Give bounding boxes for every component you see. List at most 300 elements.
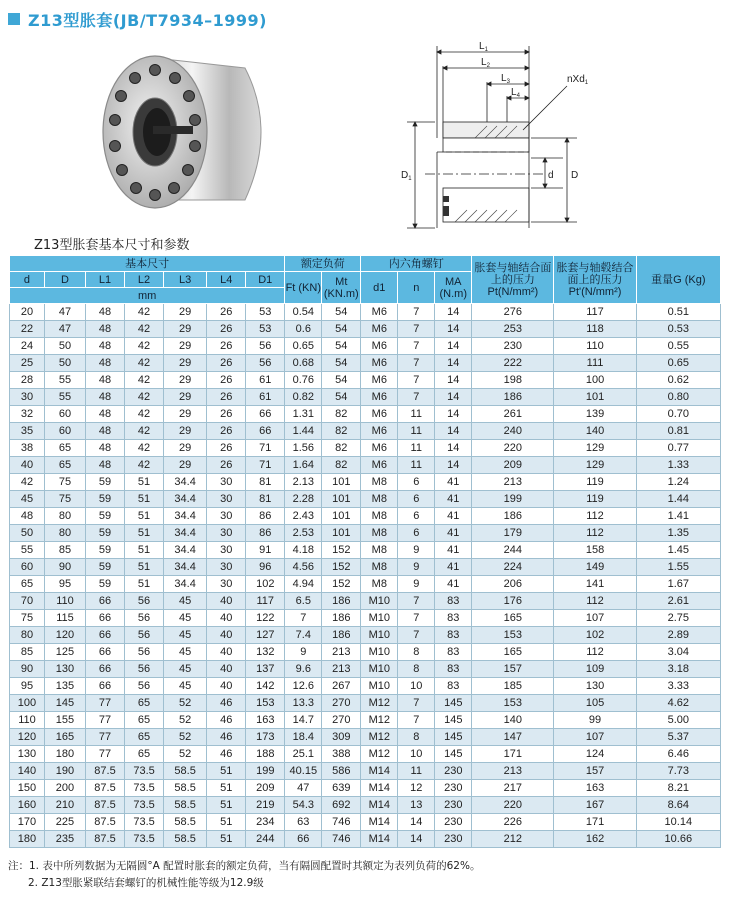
table-cell: 209: [472, 457, 554, 474]
table-cell: 12: [398, 780, 435, 797]
table-cell: M10: [361, 610, 398, 627]
table-cell: 230: [435, 814, 472, 831]
table-cell: 80: [44, 508, 85, 525]
table-cell: 48: [10, 508, 45, 525]
table-cell: 73.5: [125, 780, 164, 797]
table-cell: 77: [86, 712, 125, 729]
table-cell: 30: [207, 508, 246, 525]
table-cell: 165: [44, 729, 85, 746]
table-cell: 163: [246, 712, 285, 729]
table-cell: M8: [361, 576, 398, 593]
table-cell: 14: [435, 338, 472, 355]
table-cell: 65: [10, 576, 45, 593]
table-cell: 4.94: [285, 576, 322, 593]
table-cell: 53: [246, 304, 285, 321]
table-cell: 51: [125, 508, 164, 525]
section-drawing: [395, 38, 625, 238]
table-cell: 110: [554, 338, 636, 355]
table-cell: 145: [435, 729, 472, 746]
table-cell: 1.64: [285, 457, 322, 474]
table-cell: 1.45: [636, 542, 720, 559]
table-cell: 6: [398, 491, 435, 508]
table-cell: 155: [44, 712, 85, 729]
table-cell: 40.15: [285, 763, 322, 780]
table-cell: M14: [361, 814, 398, 831]
table-cell: 10: [398, 678, 435, 695]
table-cell: 127: [246, 627, 285, 644]
table-cell: 160: [10, 797, 45, 814]
table-cell: 225: [44, 814, 85, 831]
table-cell: 7: [398, 712, 435, 729]
table-cell: 7: [398, 695, 435, 712]
table-cell: 199: [246, 763, 285, 780]
table-cell: 150: [10, 780, 45, 797]
table-cell: 1.33: [636, 457, 720, 474]
table-cell: 55: [44, 389, 85, 406]
table-cell: 30: [207, 525, 246, 542]
table-cell: 102: [554, 627, 636, 644]
table-cell: 34.4: [164, 525, 207, 542]
table-cell: 42: [125, 406, 164, 423]
table-cell: 71: [246, 440, 285, 457]
table-cell: 87.5: [86, 814, 125, 831]
table-cell: 4.56: [285, 559, 322, 576]
table-cell: 30: [207, 559, 246, 576]
table-cell: 51: [125, 559, 164, 576]
table-cell: 82: [322, 406, 361, 423]
table-cell: 45: [164, 678, 207, 695]
table-cell: 52: [164, 729, 207, 746]
table-cell: 152: [322, 559, 361, 576]
table-cell: 230: [435, 763, 472, 780]
table-cell: 14: [435, 440, 472, 457]
table-cell: 55: [10, 542, 45, 559]
table-cell: 52: [164, 695, 207, 712]
table-cell: 5.37: [636, 729, 720, 746]
table-cell: M6: [361, 355, 398, 372]
table-cell: 91: [246, 542, 285, 559]
table-cell: 0.70: [636, 406, 720, 423]
table-cell: 130: [44, 661, 85, 678]
table-row: [10, 491, 721, 508]
table-cell: 0.76: [285, 372, 322, 389]
table-cell: 42: [125, 304, 164, 321]
table-cell: 83: [435, 610, 472, 627]
table-cell: 222: [472, 355, 554, 372]
table-cell: 1.44: [636, 491, 720, 508]
table-cell: 83: [435, 678, 472, 695]
table-row: [10, 576, 721, 593]
table-cell: 7: [398, 321, 435, 338]
table-cell: M8: [361, 525, 398, 542]
table-cell: 60: [10, 559, 45, 576]
table-cell: 34.4: [164, 559, 207, 576]
header-d1: d1: [361, 272, 398, 304]
table-cell: 30: [207, 474, 246, 491]
table-cell: 244: [472, 542, 554, 559]
table-row: [10, 355, 721, 372]
table-cell: 145: [44, 695, 85, 712]
table-cell: 0.55: [636, 338, 720, 355]
table-cell: 34.4: [164, 508, 207, 525]
table-cell: 42: [125, 389, 164, 406]
table-row: [10, 610, 721, 627]
table-cell: 42: [125, 355, 164, 372]
table-cell: 7: [285, 610, 322, 627]
table-cell: 66: [86, 593, 125, 610]
table-cell: 1.44: [285, 423, 322, 440]
table-cell: 70: [10, 593, 45, 610]
table-cell: 77: [86, 746, 125, 763]
table-cell: 66: [86, 610, 125, 627]
table-cell: M14: [361, 831, 398, 848]
table-cell: 85: [44, 542, 85, 559]
table-cell: 51: [125, 576, 164, 593]
table-cell: 26: [207, 406, 246, 423]
table-cell: 56: [125, 610, 164, 627]
table-cell: 54: [322, 389, 361, 406]
table-cell: 90: [10, 661, 45, 678]
table-cell: 253: [472, 321, 554, 338]
table-cell: 4.18: [285, 542, 322, 559]
table-cell: 38: [10, 440, 45, 457]
table-cell: 117: [246, 593, 285, 610]
table-cell: 234: [246, 814, 285, 831]
table-cell: 6.46: [636, 746, 720, 763]
table-cell: 58.5: [164, 763, 207, 780]
table-cell: 52: [164, 712, 207, 729]
table-cell: 58.5: [164, 797, 207, 814]
table-cell: 157: [554, 763, 636, 780]
table-cell: 230: [435, 780, 472, 797]
table-cell: 7: [398, 389, 435, 406]
table-cell: 26: [207, 372, 246, 389]
table-cell: 26: [207, 440, 246, 457]
table-cell: 34.4: [164, 542, 207, 559]
header-L1: L1: [86, 272, 125, 288]
table-cell: 75: [44, 474, 85, 491]
table-cell: 102: [246, 576, 285, 593]
table-cell: 198: [472, 372, 554, 389]
table-cell: 48: [86, 423, 125, 440]
table-cell: 95: [44, 576, 85, 593]
table-cell: 101: [322, 474, 361, 491]
table-cell: 51: [125, 491, 164, 508]
header-shaft-pressure: 胀套与轴结合面上的压力Pt(N/mm²): [472, 256, 554, 304]
table-cell: 59: [86, 576, 125, 593]
table-cell: 210: [44, 797, 85, 814]
table-cell: 162: [554, 831, 636, 848]
table-cell: 226: [472, 814, 554, 831]
table-cell: 171: [554, 814, 636, 831]
table-cell: 28: [10, 372, 45, 389]
label-L4: $L_4$: [511, 87, 520, 99]
table-cell: 60: [44, 423, 85, 440]
table-row: [10, 797, 721, 814]
header-L4: L4: [207, 272, 246, 288]
table-cell: 276: [472, 304, 554, 321]
table-cell: 73.5: [125, 831, 164, 848]
table-cell: 173: [246, 729, 285, 746]
table-cell: 14: [398, 814, 435, 831]
header-unit-mm: mm: [10, 288, 285, 304]
table-cell: 40: [207, 661, 246, 678]
table-cell: M8: [361, 559, 398, 576]
table-cell: 10.66: [636, 831, 720, 848]
table-cell: 48: [86, 457, 125, 474]
table-cell: 59: [86, 542, 125, 559]
table-cell: 112: [554, 525, 636, 542]
table-cell: M6: [361, 406, 398, 423]
table-cell: 45: [10, 491, 45, 508]
table-cell: 66: [246, 406, 285, 423]
table-cell: M12: [361, 746, 398, 763]
table-cell: 217: [472, 780, 554, 797]
table-cell: 26: [207, 423, 246, 440]
table-cell: 4.62: [636, 695, 720, 712]
table-cell: 81: [246, 491, 285, 508]
table-cell: 2.53: [285, 525, 322, 542]
table-cell: 9: [285, 644, 322, 661]
table-cell: 7: [398, 610, 435, 627]
table-cell: 179: [472, 525, 554, 542]
table-row: [10, 440, 721, 457]
title-square-icon: [8, 13, 20, 25]
table-row: [10, 321, 721, 338]
table-cell: 87.5: [86, 780, 125, 797]
table-cell: 14: [435, 304, 472, 321]
table-cell: 66: [86, 627, 125, 644]
table-cell: 42: [10, 474, 45, 491]
table-cell: 59: [86, 491, 125, 508]
table-cell: 35: [10, 423, 45, 440]
table-cell: 1.55: [636, 559, 720, 576]
table-cell: 11: [398, 406, 435, 423]
table-cell: 112: [554, 593, 636, 610]
table-cell: 0.68: [285, 355, 322, 372]
table-cell: 54: [322, 338, 361, 355]
table-cell: 0.77: [636, 440, 720, 457]
table-cell: 14: [435, 355, 472, 372]
table-cell: 9: [398, 542, 435, 559]
table-row: [10, 712, 721, 729]
note-2: 2. Z13型胀紧联结套螺钉的机械性能等级为12.9级: [28, 877, 264, 889]
table-cell: 7: [398, 593, 435, 610]
table-cell: 2.89: [636, 627, 720, 644]
table-cell: 54: [322, 355, 361, 372]
table-cell: 188: [246, 746, 285, 763]
table-cell: 14: [435, 457, 472, 474]
table-cell: 190: [44, 763, 85, 780]
table-row: [10, 644, 721, 661]
table-cell: 46: [207, 729, 246, 746]
table-cell: 147: [472, 729, 554, 746]
header-D1: D1: [246, 272, 285, 288]
table-cell: 3.33: [636, 678, 720, 695]
table-cell: 87.5: [86, 797, 125, 814]
table-cell: 186: [322, 593, 361, 610]
table-cell: 240: [472, 423, 554, 440]
table-cell: 117: [554, 304, 636, 321]
table-cell: 48: [86, 304, 125, 321]
table-cell: M10: [361, 661, 398, 678]
table-cell: 65: [125, 712, 164, 729]
table-row: [10, 338, 721, 355]
table-cell: 41: [435, 576, 472, 593]
table-cell: 47: [285, 780, 322, 797]
table-cell: 7: [398, 338, 435, 355]
table-cell: 53: [246, 321, 285, 338]
table-cell: 186: [322, 627, 361, 644]
table-cell: 46: [207, 695, 246, 712]
table-cell: 56: [125, 627, 164, 644]
table-cell: 48: [86, 389, 125, 406]
table-cell: 115: [44, 610, 85, 627]
table-cell: 50: [44, 338, 85, 355]
label-L3: $L_3$: [501, 73, 510, 85]
table-cell: 47: [44, 304, 85, 321]
table-cell: 153: [472, 695, 554, 712]
table-cell: 101: [554, 389, 636, 406]
table-cell: 51: [125, 474, 164, 491]
table-cell: 0.81: [636, 423, 720, 440]
table-cell: 209: [246, 780, 285, 797]
group-socket-bolt: 内六角螺钉: [361, 256, 472, 272]
table-cell: 29: [164, 457, 207, 474]
table-cell: 152: [322, 576, 361, 593]
table-cell: 24: [10, 338, 45, 355]
table-cell: M12: [361, 695, 398, 712]
table-cell: 130: [10, 746, 45, 763]
table-cell: 111: [554, 355, 636, 372]
table-cell: 14: [435, 423, 472, 440]
label-L1: $L_1$: [479, 41, 488, 53]
table-cell: 66: [246, 423, 285, 440]
table-cell: 52: [164, 746, 207, 763]
table-row: [10, 304, 721, 321]
table-cell: M6: [361, 389, 398, 406]
page-title: [8, 6, 267, 32]
table-cell: 90: [44, 559, 85, 576]
table-cell: 66: [285, 831, 322, 848]
table-cell: 26: [207, 389, 246, 406]
table-cell: 83: [435, 627, 472, 644]
table-cell: M10: [361, 627, 398, 644]
table-cell: 29: [164, 338, 207, 355]
table-cell: 83: [435, 644, 472, 661]
table-cell: 30: [207, 576, 246, 593]
table-cell: M8: [361, 508, 398, 525]
table-cell: 26: [207, 304, 246, 321]
table-cell: 10: [398, 746, 435, 763]
table-cell: 212: [472, 831, 554, 848]
table-row: [10, 423, 721, 440]
spec-table-body: [10, 304, 721, 848]
table-cell: 235: [44, 831, 85, 848]
table-row: [10, 389, 721, 406]
table-cell: 75: [10, 610, 45, 627]
table-cell: 6: [398, 525, 435, 542]
table-cell: 54: [322, 321, 361, 338]
table-cell: 145: [435, 695, 472, 712]
table-cell: 22: [10, 321, 45, 338]
table-cell: 149: [554, 559, 636, 576]
table-row: [10, 542, 721, 559]
table-cell: 199: [472, 491, 554, 508]
table-cell: 2.13: [285, 474, 322, 491]
table-cell: 112: [554, 644, 636, 661]
table-cell: 145: [435, 746, 472, 763]
table-cell: 51: [125, 525, 164, 542]
label-L2: $L_2$: [481, 57, 490, 69]
table-cell: 8: [398, 729, 435, 746]
table-cell: 7.73: [636, 763, 720, 780]
table-cell: 81: [246, 474, 285, 491]
table-cell: 60: [44, 406, 85, 423]
table-cell: 11: [398, 457, 435, 474]
table-cell: 51: [207, 763, 246, 780]
table-cell: M10: [361, 644, 398, 661]
table-cell: 140: [10, 763, 45, 780]
table-cell: 32: [10, 406, 45, 423]
table-cell: 746: [322, 814, 361, 831]
table-cell: 54: [322, 372, 361, 389]
table-cell: 1.24: [636, 474, 720, 491]
table-cell: 87.5: [86, 763, 125, 780]
table-cell: 73.5: [125, 797, 164, 814]
table-cell: 8: [398, 644, 435, 661]
table-cell: 26: [207, 457, 246, 474]
table-cell: 140: [554, 423, 636, 440]
table-cell: M8: [361, 542, 398, 559]
table-cell: 8.64: [636, 797, 720, 814]
table-cell: 10.14: [636, 814, 720, 831]
table-cell: 14: [435, 372, 472, 389]
table-cell: 6: [398, 474, 435, 491]
notes: [8, 858, 480, 892]
table-cell: 309: [322, 729, 361, 746]
table-cell: 586: [322, 763, 361, 780]
header-d: d: [10, 272, 45, 288]
table-cell: 167: [554, 797, 636, 814]
table-cell: 42: [125, 372, 164, 389]
table-row: [10, 559, 721, 576]
spec-table: [9, 255, 721, 848]
table-cell: 82: [322, 457, 361, 474]
group-basic-dimensions: 基本尺寸: [10, 256, 285, 272]
table-cell: 45: [164, 610, 207, 627]
table-cell: 639: [322, 780, 361, 797]
table-row: [10, 593, 721, 610]
table-cell: 47: [44, 321, 85, 338]
table-cell: 267: [322, 678, 361, 695]
table-cell: 56: [125, 644, 164, 661]
table-cell: 55: [44, 372, 85, 389]
table-cell: 54.3: [285, 797, 322, 814]
table-cell: 185: [472, 678, 554, 695]
table-cell: 137: [246, 661, 285, 678]
table-cell: 29: [164, 389, 207, 406]
table-cell: 42: [125, 321, 164, 338]
table-cell: 87.5: [86, 831, 125, 848]
table-cell: 65: [125, 746, 164, 763]
table-cell: 129: [554, 457, 636, 474]
table-cell: 130: [554, 678, 636, 695]
group-rated-load: 额定负荷: [285, 256, 361, 272]
table-row: [10, 661, 721, 678]
table-cell: 82: [322, 423, 361, 440]
header-hub-pressure: 胀套与轴毂结合面上的压力Pt'(N/mm²): [554, 256, 636, 304]
